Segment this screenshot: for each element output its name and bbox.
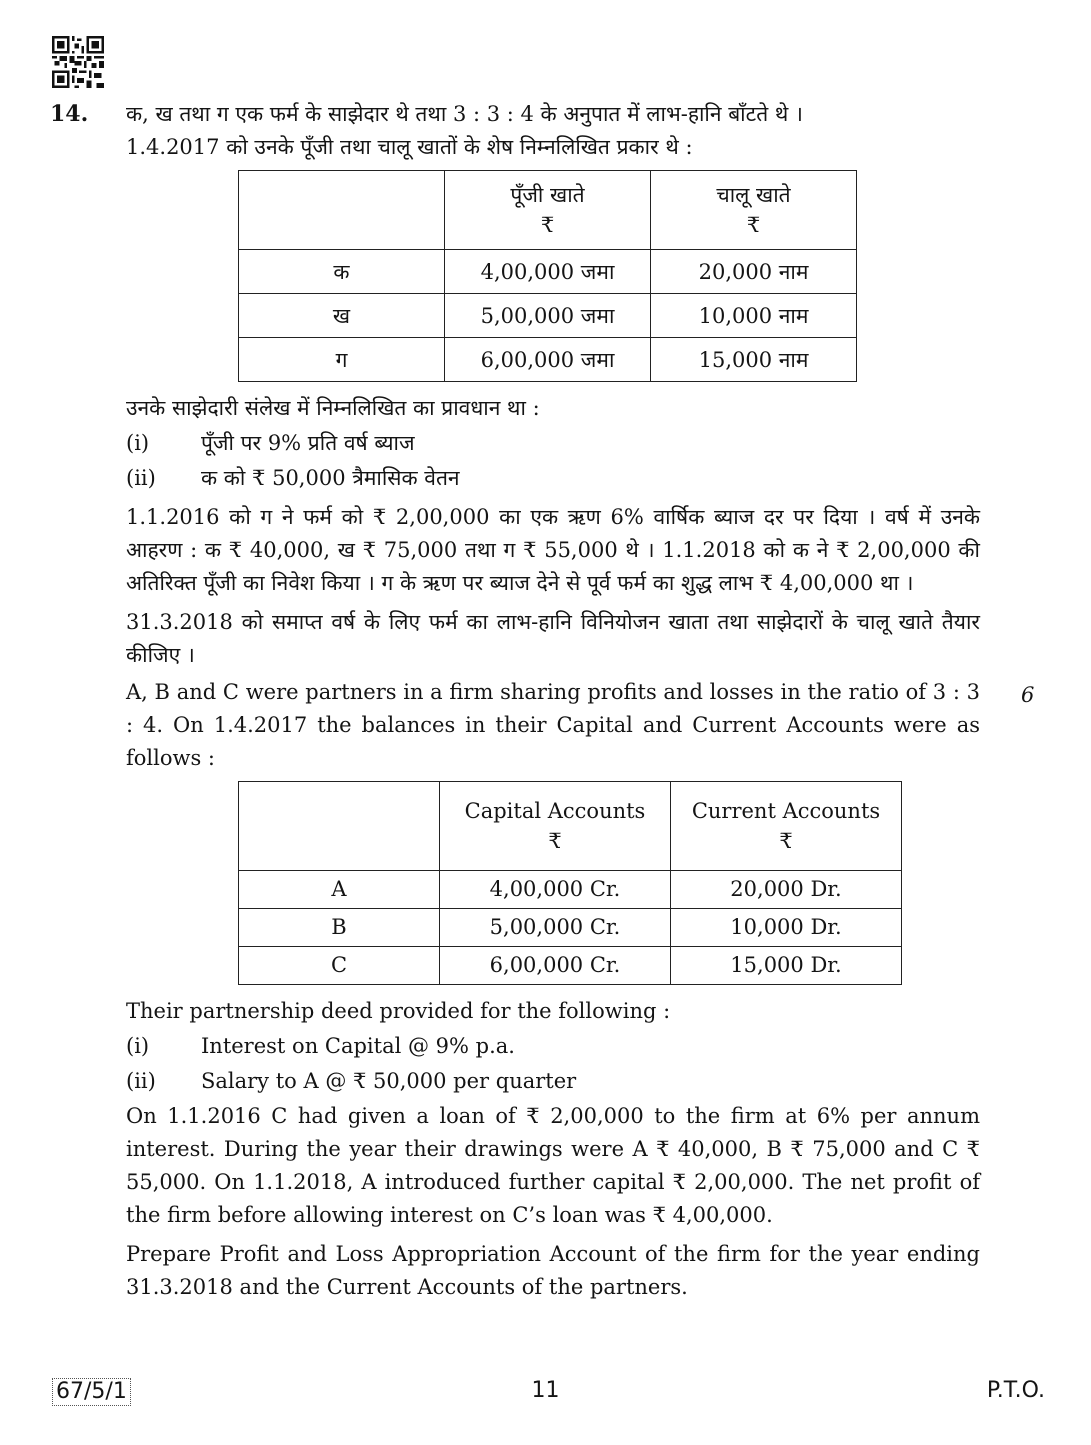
table-header-cell xyxy=(671,782,902,871)
pto-label: P.T.O. xyxy=(986,1378,1045,1403)
partner-cell: ख xyxy=(239,294,445,338)
english-deed-intro: Their partnership deed provided for the following : xyxy=(126,999,671,1023)
english-provision xyxy=(126,1065,980,1098)
rupee-unit: ₹ xyxy=(779,829,793,853)
column-label: पूँजी खाते xyxy=(510,183,585,207)
provision-text: Interest on Capital @ 9% p.a. xyxy=(201,1034,515,1058)
column-label: Capital Accounts xyxy=(464,799,646,823)
current-cell: 10,000 Dr. xyxy=(671,909,902,947)
column-label: चालू खाते xyxy=(716,183,791,207)
table-row xyxy=(239,250,857,294)
table-row xyxy=(239,294,857,338)
list-marker: (i) xyxy=(126,431,150,455)
table-header-cell xyxy=(239,171,445,250)
partner-cell: ग xyxy=(239,338,445,382)
capital-cell: 5,00,000 जमा xyxy=(445,294,651,338)
current-cell: 15,000 नाम xyxy=(651,338,857,382)
marks-label: 6 xyxy=(1021,683,1035,707)
hindi-intro-line-1: क, ख तथा ग एक फर्म के साझेदार थे तथा 3 : 3 : 4 के अनुपात में लाभ-हानि बाँटते थे । xyxy=(126,102,803,126)
partner-cell: A xyxy=(239,871,440,909)
list-marker: (ii) xyxy=(126,466,156,490)
hindi-deed-intro: उनके साझेदारी संलेख में निम्नलिखित का प्रावधान था : xyxy=(126,396,540,420)
table-row xyxy=(239,947,902,985)
capital-cell: 5,00,000 Cr. xyxy=(440,909,671,947)
capital-cell: 4,00,000 जमा xyxy=(445,250,651,294)
page-number: 11 xyxy=(531,1378,560,1403)
english-section xyxy=(126,676,980,1304)
english-provision xyxy=(126,1030,980,1063)
question-number: 14. xyxy=(50,101,89,127)
table-header-row xyxy=(239,171,857,250)
hindi-task: 31.3.2018 को समाप्त वर्ष के लिए फर्म का लाभ-हानि विनियोजन खाता तथा साझेदारों के चालू खाते तैयार कीजिए । xyxy=(126,610,980,667)
paper-code: 67/5/1 xyxy=(52,1378,131,1406)
table-row xyxy=(239,871,902,909)
table-header-row xyxy=(239,782,902,871)
english-intro: A, B and C were partners in a firm sharing profits and losses in the ratio of 3 : 3 : 4. On 1.4.2017 the balances in their Capital and Current Accounts were as follows : xyxy=(126,680,980,770)
qr-code-icon xyxy=(50,36,106,88)
column-label: Current Accounts xyxy=(691,799,881,823)
capital-cell: 4,00,000 Cr. xyxy=(440,871,671,909)
capital-cell: 6,00,000 Cr. xyxy=(440,947,671,985)
current-cell: 10,000 नाम xyxy=(651,294,857,338)
rupee-unit: ₹ xyxy=(548,829,562,853)
table-header-cell xyxy=(445,171,651,250)
hindi-provision xyxy=(126,462,980,495)
list-marker: (ii) xyxy=(126,1069,156,1093)
rupee-unit: ₹ xyxy=(540,213,555,237)
question-body xyxy=(126,98,980,1304)
capital-cell: 6,00,000 जमा xyxy=(445,338,651,382)
table-header-cell xyxy=(239,782,440,871)
english-task: Prepare Profit and Loss Appropriation Account of the firm for the year ending 31.3.2018 and the Current Accounts of the partners. xyxy=(126,1242,980,1299)
current-cell: 15,000 Dr. xyxy=(671,947,902,985)
table-row xyxy=(239,338,857,382)
rupee-unit: ₹ xyxy=(746,213,761,237)
hindi-balances-table xyxy=(238,170,857,382)
provision-text: क को ₹ 50,000 त्रैमासिक वेतन xyxy=(201,466,460,490)
table-header-cell xyxy=(651,171,857,250)
provision-text: पूँजी पर 9% प्रति वर्ष ब्याज xyxy=(201,431,415,455)
partner-cell: B xyxy=(239,909,440,947)
current-cell: 20,000 नाम xyxy=(651,250,857,294)
current-cell: 20,000 Dr. xyxy=(671,871,902,909)
table-header-cell xyxy=(440,782,671,871)
list-marker: (i) xyxy=(126,1034,150,1058)
hindi-section xyxy=(126,98,980,672)
table-row xyxy=(239,909,902,947)
hindi-details: 1.1.2016 को ग ने फर्म को ₹ 2,00,000 का एक ऋण 6% वार्षिक ब्याज दर पर दिया । वर्ष में उनके आहरण : क ₹ 40,000, ख ₹ 75,000 तथा ग ₹ 55,000 थे । 1.1.2018 को क ने ₹ 2,00,000 की अतिरिक्त पूँजी का निवेश किया । ग के ऋण पर ब्याज देने से पूर्व फर्म का शुद्ध लाभ ₹ 4,00,000 था । xyxy=(126,505,980,595)
hindi-provision xyxy=(126,427,980,460)
partner-cell: C xyxy=(239,947,440,985)
hindi-intro-line-2: 1.4.2017 को उनके पूँजी तथा चालू खातों के शेष निम्नलिखित प्रकार थे : xyxy=(126,135,693,159)
partner-cell: क xyxy=(239,250,445,294)
english-balances-table xyxy=(238,781,902,985)
english-details: On 1.1.2016 C had given a loan of ₹ 2,00,000 to the firm at 6% per annum interest. During the year their drawings were A ₹ 40,000, B ₹ 75,000 and C ₹ 55,000. On 1.1.2018, A introduced further capital ₹ 2,00,000. The net profit of the firm before allowing interest on C’s loan was ₹ 4,00,000. xyxy=(126,1104,980,1227)
provision-text: Salary to A @ ₹ 50,000 per quarter xyxy=(201,1069,577,1093)
